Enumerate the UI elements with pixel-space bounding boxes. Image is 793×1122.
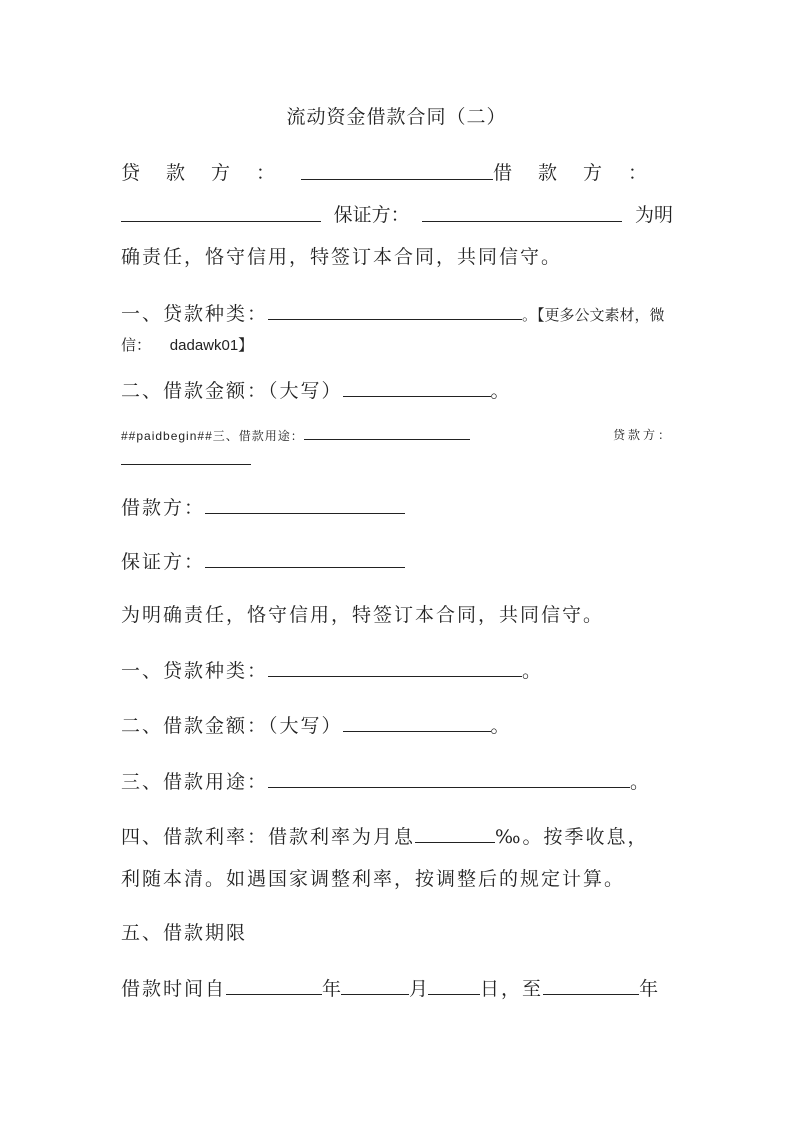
item1-line2-id: dadawk01】: [169, 337, 254, 354]
end-year-blank: [543, 975, 639, 995]
purpose-sentence-tail: 为明: [634, 204, 673, 226]
item4-unit: ‰。按季收息，: [495, 826, 649, 848]
parties-line-2: [121, 202, 673, 228]
borrower-label-2: 借款方：: [121, 497, 206, 519]
end-year-label: 年: [639, 978, 659, 1000]
item3-line: [121, 768, 673, 795]
item1-line: [121, 300, 673, 328]
item2-period-2: 。: [490, 715, 510, 737]
lender-small-label: 贷款方：: [612, 428, 673, 442]
item1-tail: 。【更多公文素材，微: [522, 306, 665, 324]
guarantor-label: 保证方：: [333, 204, 410, 226]
item2-line: [121, 377, 673, 404]
item4-blank: [415, 823, 495, 843]
purpose-sentence-full: 为明确责任，恪守信用，特签订本合同，共同信守。: [121, 604, 605, 626]
page-title: 流动资金借款合同（二）: [286, 106, 507, 128]
paid-line: [121, 427, 673, 444]
purpose-sentence-line2: 确责任，恪守信用，特签订本合同，共同信守。: [121, 246, 563, 268]
borrower-line-2: [121, 494, 673, 521]
item1-period-2: 。: [522, 660, 542, 682]
item1-blank: [268, 300, 522, 320]
month-label: 月: [409, 978, 429, 1000]
item4-label: 四、借款利率：借款利率为月息: [121, 826, 416, 848]
item2-label-2: 二、借款金额：（大写）: [121, 715, 343, 737]
item1-label: 一、贷款种类：: [121, 303, 269, 325]
parties-line-1: [121, 160, 673, 186]
item1-label-2: 一、贷款种类：: [121, 660, 269, 682]
item2-label: 二、借款金额：（大写）: [121, 380, 343, 402]
item1-blank-2: [268, 657, 522, 677]
item5-label: 五、借款期限: [121, 922, 248, 944]
item4-line2: 利随本清。如遇国家调整利率，按调整后的规定计算。: [121, 868, 626, 890]
item2-blank: [343, 377, 491, 397]
year-label: 年: [322, 978, 342, 1000]
item4-line: [121, 823, 673, 850]
item3-blank: [268, 768, 630, 788]
term-line: [121, 975, 673, 1002]
item3-period: 。: [630, 771, 650, 793]
item1-line2-prefix: 信：: [121, 336, 152, 354]
start-month-blank: [341, 975, 409, 995]
item2-blank-2: [343, 712, 491, 732]
item3-label: 三、借款用途：: [121, 771, 269, 793]
paid-marker: ##paidbegin##: [121, 429, 213, 443]
day-to-label: 日，至: [480, 978, 544, 1000]
borrower-blank: [121, 202, 321, 222]
lender-small-blank-line: [121, 446, 673, 464]
lender-blank: [301, 160, 493, 180]
guarantor-label-2: 保证方：: [121, 551, 206, 573]
lender-label: 贷款方：: [121, 162, 302, 184]
item2-period: 。: [490, 380, 510, 402]
guarantor-line-2: [121, 548, 673, 575]
guarantor-blank: [422, 202, 622, 222]
term-prefix: 借款时间自: [121, 978, 227, 1000]
item1-line2: [121, 332, 673, 359]
borrower-blank-2: [205, 494, 405, 514]
start-day-blank: [428, 975, 480, 995]
borrower-label: 借款方：: [492, 162, 673, 184]
guarantor-blank-2: [205, 548, 405, 568]
start-year-blank: [226, 975, 322, 995]
item1-line-2: [121, 657, 673, 684]
item3-small-label: 三、借款用途：: [212, 429, 304, 443]
item3-small-blank: [304, 427, 470, 440]
item2-line-2: [121, 712, 673, 739]
lender-small-blank: [121, 447, 251, 465]
